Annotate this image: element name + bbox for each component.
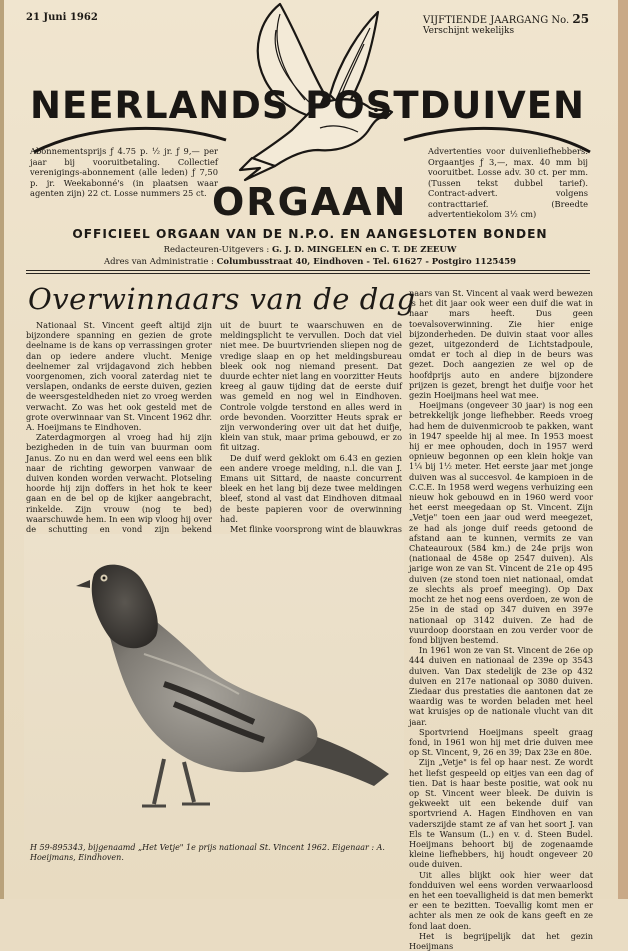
article-column-3 bbox=[409, 288, 593, 951]
article-paragraph: De duif werd geklokt om 6.43 en gezien een andere vroege melding, n.l. die van J. Emans uit Sittard, de naaste concurrent bleek en het lang bij deze twee meldingen bleef, stond al vast dat Eindhoven ditmaal de beste papieren voor de overwinning had. bbox=[220, 452, 402, 524]
official-organ-line: OFFICIEEL ORGAAN VAN DE N.P.O. EN AANGESLOTEN BONDEN bbox=[72, 227, 548, 241]
article-paragraph: In 1961 won ze van St. Vincent de 26e op 444 duiven en nationaal de 239e op 3543 duiven. Van Dax stedelijk de 23e op 432 duiven en 217e nationaal op 3080 duiven. Ziedaar dus prestaties die aantonen dat ze waardig was te worden beladen met heel wat kruisjes op de nationale vlucht van dit jaar. bbox=[409, 645, 593, 727]
volume-number: 25 bbox=[572, 12, 590, 26]
header-divider bbox=[26, 270, 590, 271]
article-paragraph: Hoeijmans (ongeveer 30 jaar) is nog een betrekkelijk jonge liefhebber. Reeds vroeg had hem de duivenmicroob te pakken, want in 1947 speelde hij al mee. In 1953 moest hij er mee ophouden, doch in 1957 werd opnieuw begonnen op een klein hokje van 1¼ bij 1½ meter. Het eerste jaar met jonge duiven was al succesvol. 4e kampioen in de C.C.E. In 1958 werd wegens verhuizing een nieuw hok gebouwd en in 1960 werd voor het eerst meegedaan op St. Vincent. Zijn „Vetje" toen een jaar oud werd meegezet, ze had als jonge duif reeds getoond de afstand aan te kunnen, vermits ze van Chateauroux (584 km.) de 24e prijs won (nationaal de 458e op 2547 duiven). Als jarige won ze van St. Vincent de 21e op 495 duiven (ze stond toen niet nationaal, omdat ze slechts als proef meeging). Op Dax mocht ze het nog eens overdoen, ze won de 25e in de stad op 347 duiven en 397e nationaal op 3142 duiven. Ze had de vuurdoop doorstaan en zou verder voor de fond blijven bestemd. bbox=[409, 400, 593, 645]
article-paragraph: Nationaal St. Vincent geeft altijd zijn bijzondere spanning en gezien de grote deelname is de kans op verrassingen groter dan op iedere andere vlucht. Menige deelnemer zal vrijdagavond zich hebben voorgenomen, zich vooral zaterdag niet te verslapen, ondanks de eerste duiven, gezien de weersgesteldheden niet zo vroeg werden verwacht. Zo was het ook gesteld met de grote overwinnaar van St. Vincent 1962 dhr. A. Hoeijmans te Eindhoven. bbox=[26, 320, 212, 433]
pigeon-photo-icon bbox=[24, 534, 404, 840]
article-paragraph: Uit alles blijkt ook hier weer dat fondduiven wel eens worden verwaarloosd en het een toevalligheid is dat men bemerkt er een te bezitten. Toevallig komt men er achter als men ze ook de kans geeft en ze fond laat doen. bbox=[409, 869, 593, 931]
scan-edge-right bbox=[618, 0, 628, 899]
editors-names: G. J. D. MINGELEN en C. T. DE ZEEUW bbox=[271, 245, 457, 255]
publication-frequency: Verschijnt wekelijks bbox=[423, 26, 515, 36]
advertisement-info: Advertenties voor duivenliefhebbers: Orgaantjes ƒ 3,—, max. 40 mm bij vooruitbet. Losse adv. 30 ct. per mm. (Tussen tekst dubbel tarief). Contract-advert. volgens contracttarief. (Breedte advertentiekolom 3½ cm) bbox=[428, 146, 588, 219]
article-paragraph: uit de buurt te waarschuwen en de meldingsplicht te vervullen. Doch dat viel niet mee. De buurtvrienden sliepen nog de vredige slaap en op het meldingsbureau bleek ook nog niemand present. Dat duurde echter niet lang en voorzitter Heuts kreeg al gauw tijding dat de eerste duif was gemeld en nog wel in Eindhoven. Controle volgde terstond en alles werd in orde bevonden. Voorzitter Heuts sprak er zijn verwondering over uit dat het duifje, klein van stuk, maar prima gebouwd, er zo fit uitzag. bbox=[220, 320, 402, 453]
article-column-1 bbox=[26, 320, 212, 534]
article-paragraph: Sportvriend Hoeijmans speelt graag fond, in 1961 won hij met drie duiven mee op St. Vincent, 9, 26 en 39; Dax 23e en 80e. bbox=[409, 726, 593, 758]
masthead-subtitle: ORGAAN bbox=[212, 180, 408, 224]
scan-edge-left bbox=[0, 0, 4, 899]
article-paragraph: Met flinke voorsprong wint de blauwkras bbox=[230, 524, 402, 535]
masthead-word-2: POSTDUIVEN bbox=[305, 84, 585, 127]
masthead-word-1: NEERLANDS bbox=[30, 84, 290, 127]
editors-line bbox=[30, 245, 590, 255]
article-paragraph: Zijn „Vetje" is fel op haar nest. Ze wordt het liefst gespeeld op eitjes van een dag of tien. Dat is haar beste positie, wat ook nu op St. Vincent weer bleek. De duivin is gekweekt uit een bekende duif van sportvriend A. Hagen Eindhoven en van vaderszijde stamt ze af van het soort J. van Els te Wansum (L.) en v. d. Steen Budel. Hoeijmans behoort bij de zogenaamde kleine liefhebbers, hij houdt ongeveer 20 oude duiven. bbox=[409, 757, 593, 870]
issue-date: 21 Juni 1962 bbox=[26, 12, 98, 23]
address-line bbox=[30, 257, 590, 267]
article-headline: Overwinnaars van de dag bbox=[28, 282, 416, 316]
article-column-2 bbox=[220, 320, 402, 535]
photo-caption: H 59-895343, bijgenaamd „Het Vetje" 1e prijs nationaal St. Vincent 1962. Eigenaar : A. Hoeijmans, Eindhoven. bbox=[30, 843, 385, 862]
header-divider-2 bbox=[26, 273, 590, 274]
volume-info bbox=[423, 12, 589, 26]
article-paragraph: naars van St. Vincent al vaak werd bewezen is het dit jaar ook weer een duif die wat in haar mars heeft. Dus geen toevalsoverwinning. Zie hier enige bijzonderheden. De duivin staat voor alles gezet, uitgezonderd de Lichtstadpoule, omdat er toch al diep in de beurs was gezet. Doch aangezien ze wel op de hoofdprijs auto en andere bijzondere prijzen is gezet, brengt het duifje voor het gezin Hoeijmans heel wat mee. bbox=[409, 288, 593, 401]
address-prefix: Adres van Administratie : bbox=[103, 257, 214, 267]
volume-label: VIJFTIENDE JAARGANG No. bbox=[423, 15, 570, 26]
pigeon-photo bbox=[24, 534, 404, 840]
editors-prefix: Redacteuren-Uitgevers : bbox=[163, 245, 270, 255]
article-paragraph: Het is begrijpelijk dat het gezin Hoeijmans bbox=[409, 930, 593, 951]
subscription-info: Abonnementsprijs ƒ 4.75 p. ½ jr. ƒ 9,— per jaar bij vooruitbetaling. Collectief verenigings-abonnement (alle leden) ƒ 7,50 p. jr. Weekabonné's (in plaatsen waar agenten zijn) 22 ct. Losse nummers 25 ct. bbox=[30, 146, 218, 198]
masthead-title bbox=[30, 84, 585, 127]
article-paragraph: Zaterdagmorgen al vroeg had hij zijn bezigheden in de tuin van buurman oom Janus. Zo nu en dan werd wel eens een blik naar de richting geworpen vanwaar de duiven konden worden verwacht. Plotseling hoorde hij zijn doffers in het hok te keer gaan en de bel op de kijker aangebracht, rinkelde. Zijn vrouw (nog te bed) waarschuwde hem. In een wip vloog hij over de schutting en vond zijn bekend bbox=[26, 432, 212, 535]
address-details: Columbusstraat 40, Eindhoven - Tel. 61627 - Postgiro 1125459 bbox=[216, 257, 517, 267]
